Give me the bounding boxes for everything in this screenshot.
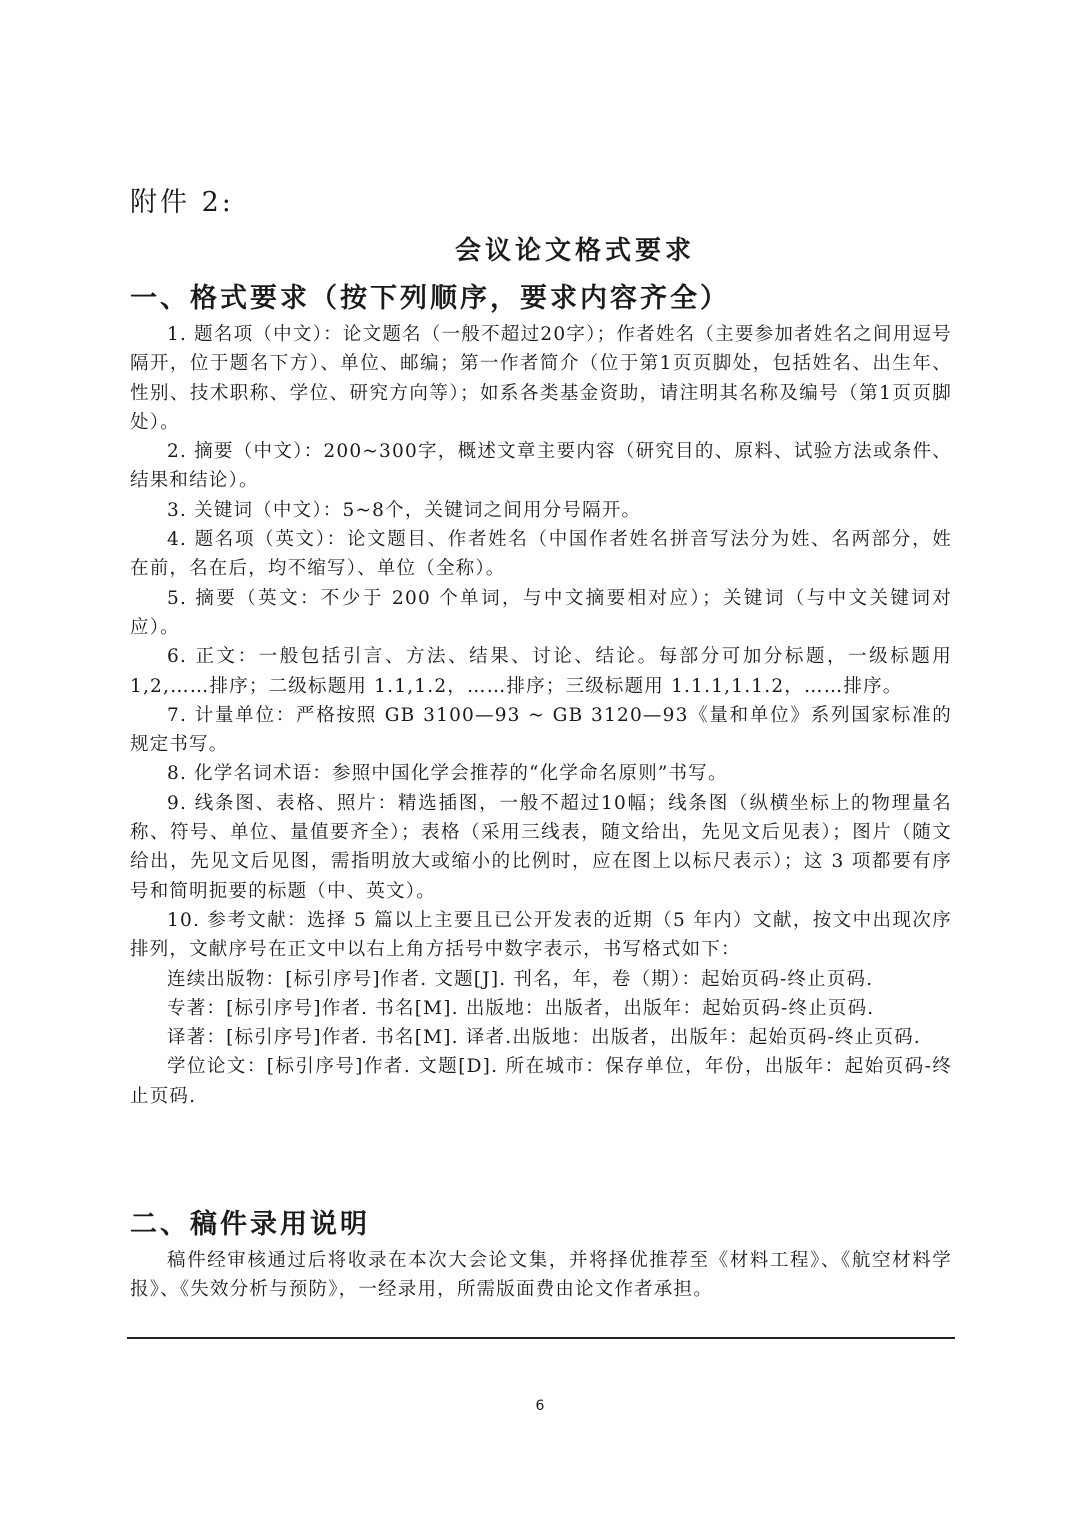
document-title: 会议论文格式要求 <box>454 236 695 266</box>
paragraph: 10. 参考文献：选择 5 篇以上主要且已公开发表的近期（5 年内）文献，按文中出现次序排列，文献序号在正文中以右上角方括号中数字表示，书写格式如下： <box>130 909 952 961</box>
paragraph: 稿件经审核通过后将收录在本次大会论文集，并将择优推荐至《材料工程》、《航空材料学报》、《失效分析与预防》，一经录用，所需版面费由论文作者承担。 <box>130 1250 952 1301</box>
reference-format-translation: 译著：[标引序号]作者. 书名[M]. 译者.出版地：出版者，出版年：起始页码-终止页码. <box>167 1027 921 1049</box>
section-heading-format: 一、格式要求（按下列顺序，要求内容齐全） <box>130 283 730 314</box>
paragraph: 7. 计量单位：严格按照 GB 3100—93 ~ GB 3120—93《量和单位》系列国家标准的规定书写。 <box>130 704 952 756</box>
reference-format-thesis: 学位论文：[标引序号]作者. 文题[D]. 所在城市：保存单位，年份，出版年：起始页码-终止页码. <box>130 1056 952 1107</box>
paragraph: 4. 题名项（英文）：论文题目、作者姓名（中国作者姓名拼音写法分为姓、名两部分，姓在前，名在后，均不缩写）、单位（全称）。 <box>130 529 952 580</box>
paragraph: 8. 化学名词术语：参照中国化学会推荐的“化学命名原则”书写。 <box>167 763 728 785</box>
paragraph: 3. 关键词（中文）：5~8个，关键词之间用分号隔开。 <box>167 499 642 521</box>
section-body-acceptance <box>130 1246 952 1305</box>
paragraph: 2. 摘要（中文）：200~300字，概述文章主要内容（研究目的、原料、试验方法或条件、结果和结论）。 <box>130 441 952 492</box>
attachment-label: 附件 2: <box>130 187 234 218</box>
paragraph: 1. 题名项（中文）：论文题名（一般不超过20字）；作者姓名（主要参加者姓名之间用逗号隔开，位于题名下方）、单位、邮编；第一作者简介（位于第1页页脚处，包括姓名、出生年、性别、技术职称、学位、研究方向等）；如系各类基金资助，请注明其名称及编号（第1页页脚处）。 <box>130 324 952 433</box>
footer-divider <box>127 1337 955 1339</box>
paragraph: 9. 线条图、表格、照片：精选插图，一般不超过10幅；线条图（纵横坐标上的物理量名称、符号、单位、量值要齐全）；表格（采用三线表，随文给出，先见文后见表）；图片（随文给出，先见文后见图，需指明放大或缩小的比例时，应在图上以标尺表示）；这 3 项都要有序号和简明扼要的标题（中、英文）。 <box>130 792 952 902</box>
paragraph: 5. 摘要（英文：不少于 200 个单词，与中文摘要相对应）；关键词（与中文关键词对应）。 <box>130 587 952 638</box>
section-heading-acceptance: 二、稿件录用说明 <box>130 1209 370 1240</box>
reference-format-serial: 连续出版物：[标引序号]作者. 文题[J]. 刊名，年，卷（期）：起始页码-终止页码. <box>167 968 874 990</box>
section-body-format <box>130 320 952 1111</box>
paragraph: 6. 正文：一般包括引言、方法、结果、讨论、结论。每部分可加分标题，一级标题用 1,2,……排序；二级标题用 1.1,1.2，……排序；三级标题用 1.1.1,1.1.2，……排序。 <box>130 646 952 697</box>
reference-format-monograph: 专著：[标引序号]作者. 书名[M]. 出版地：出版者，出版年：起始页码-终止页码. <box>167 997 875 1019</box>
page-number: 6 <box>535 1398 545 1414</box>
